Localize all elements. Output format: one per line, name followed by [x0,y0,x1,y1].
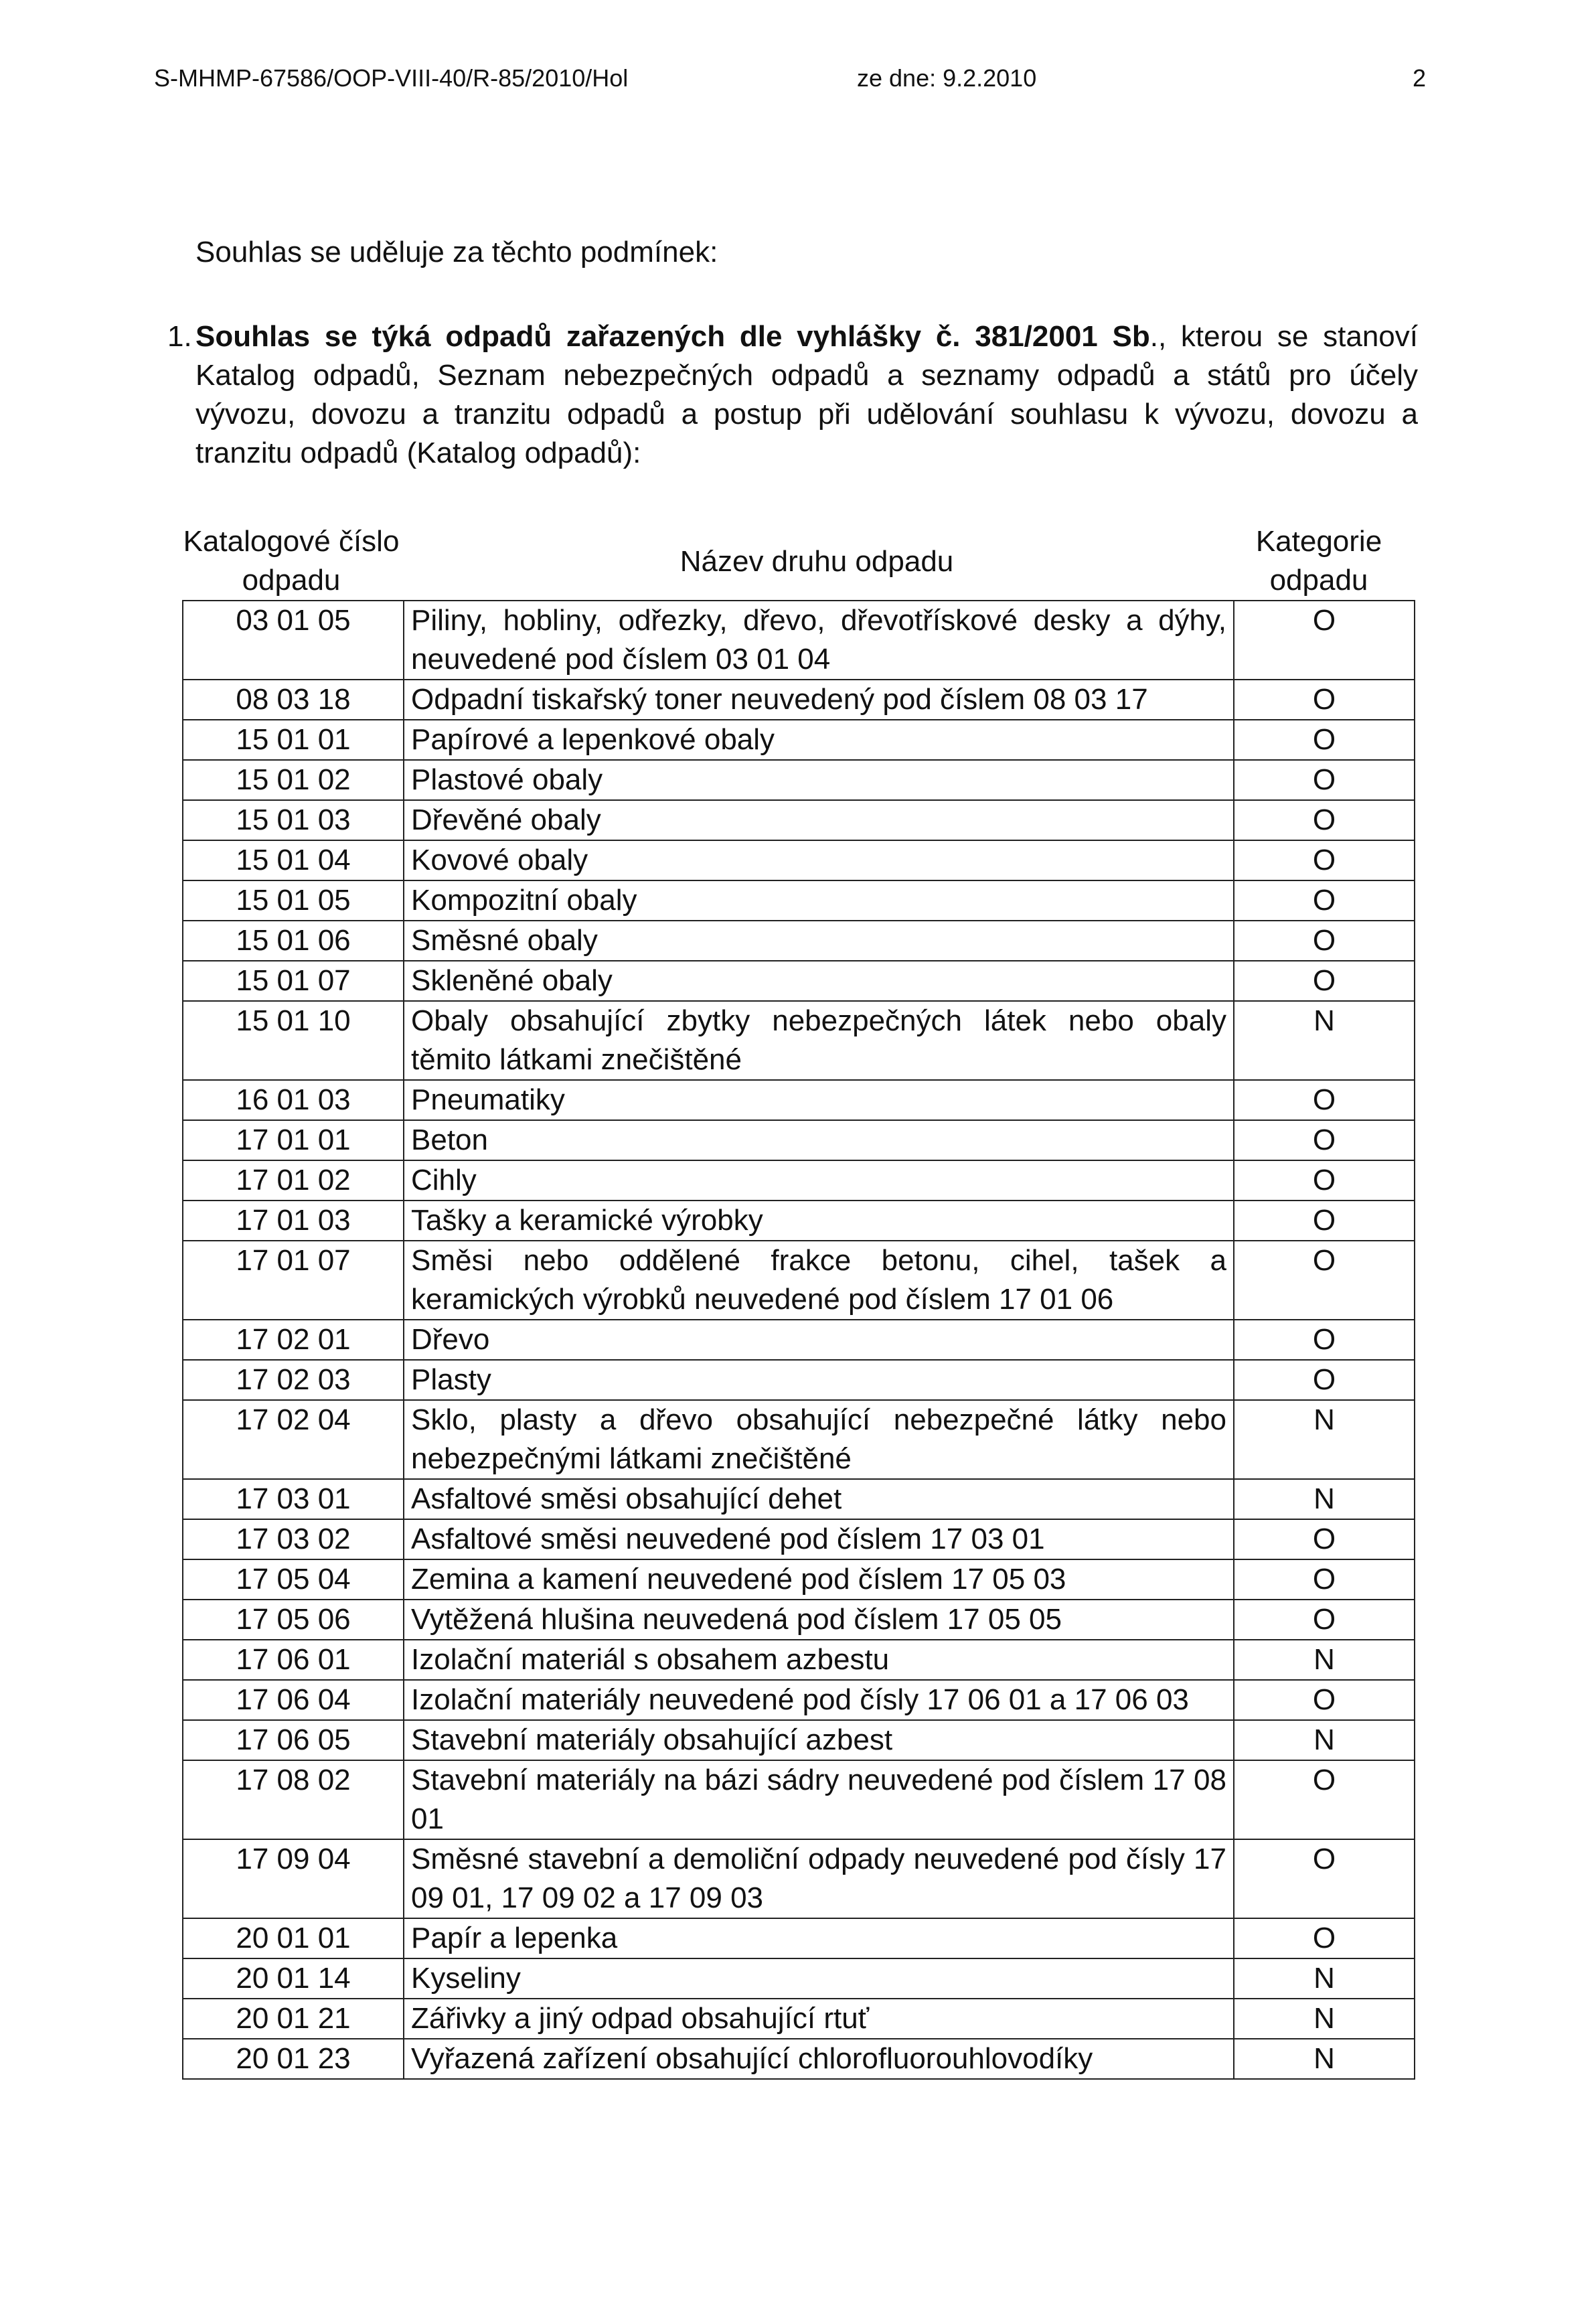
cell-category: O [1234,1600,1415,1640]
cell-name: Vytěžená hlušina neuvedená pod číslem 17 05 05 [404,1600,1234,1640]
cell-code: 17 06 04 [183,1680,404,1720]
cell-code: 15 01 06 [183,921,404,961]
table-row [183,1400,1415,1479]
cell-category: O [1234,961,1415,1001]
table-row [183,1559,1415,1600]
condition-number: 1. [167,320,192,353]
table-row [183,1640,1415,1680]
page-header [154,64,1426,104]
cell-name: Pneumatiky [404,1080,1234,1120]
page-number: 2 [1412,64,1426,92]
cell-name: Směsné obaly [404,921,1234,961]
table-row [183,760,1415,800]
cell-name: Kovové obaly [404,840,1234,880]
table-row [183,1160,1415,1201]
cell-name: Kyseliny [404,1958,1234,1999]
table-row [183,1999,1415,2039]
cell-code: 15 01 04 [183,840,404,880]
cell-category: O [1234,1241,1415,1320]
cell-name: Izolační materiály neuvedené pod čísly 17 06 01 a 17 06 03 [404,1680,1234,1720]
cell-name: Zářivky a jiný odpad obsahující rtuť [404,1999,1234,2039]
cell-name: Beton [404,1120,1234,1160]
cell-code: 17 08 02 [183,1760,404,1839]
table-row [183,1600,1415,1640]
table-row [183,1320,1415,1360]
column-header-code: Katalogové číslo odpadu [183,525,400,597]
table-row [183,1120,1415,1160]
table-row [183,720,1415,760]
table-row [183,1680,1415,1720]
table-row [183,1519,1415,1559]
table-row [183,1080,1415,1120]
cell-category: O [1234,760,1415,800]
table-row [183,1839,1415,1918]
cell-name: Obaly obsahující zbytky nebezpečných látek nebo obaly těmito látkami znečištěné [404,1001,1234,1080]
cell-category: O [1234,1160,1415,1201]
table-row [183,961,1415,1001]
cell-name: Stavební materiály na bázi sádry neuvedené pod číslem 17 08 01 [404,1760,1234,1839]
cell-name: Kompozitní obaly [404,880,1234,921]
cell-category: O [1234,1201,1415,1241]
cell-code: 15 01 05 [183,880,404,921]
cell-code: 17 02 04 [183,1400,404,1479]
cell-code: 17 06 05 [183,1720,404,1760]
cell-category: N [1234,1479,1415,1519]
cell-code: 17 01 03 [183,1201,404,1241]
cell-code: 20 01 23 [183,2039,404,2079]
cell-category: O [1234,1360,1415,1400]
cell-name: Zemina a kamení neuvedené pod číslem 17 05 03 [404,1559,1234,1600]
cell-category: N [1234,1001,1415,1080]
cell-code: 17 03 02 [183,1519,404,1559]
cell-code: 17 05 06 [183,1600,404,1640]
cell-code: 17 05 04 [183,1559,404,1600]
cell-code: 03 01 05 [183,601,404,680]
cell-code: 08 03 18 [183,680,404,720]
cell-code: 15 01 02 [183,760,404,800]
cell-name: Piliny, hobliny, odřezky, dřevo, dřevotřískové desky a dýhy, neuvedené pod číslem 03 01 04 [404,601,1234,680]
table-row [183,2039,1415,2079]
cell-name: Sklo, plasty a dřevo obsahující nebezpečné látky nebo nebezpečnými látkami znečištěné [404,1400,1234,1479]
cell-category: O [1234,1559,1415,1600]
condition-text [195,317,1418,473]
cell-name: Stavební materiály obsahující azbest [404,1720,1234,1760]
table-row [183,880,1415,921]
cell-category: O [1234,601,1415,680]
cell-name: Vyřazená zařízení obsahující chlorofluorouhlovodíky [404,2039,1234,2079]
cell-code: 15 01 01 [183,720,404,760]
table-row [183,601,1415,680]
cell-category: O [1234,1519,1415,1559]
cell-category: N [1234,1400,1415,1479]
waste-catalog-table [182,600,1415,2080]
cell-category: N [1234,1958,1415,1999]
table-row [183,1360,1415,1400]
cell-name: Směsi nebo oddělené frakce betonu, cihel, tašek a keramických výrobků neuvedené pod číslem 17 01 06 [404,1241,1234,1320]
cell-code: 17 01 02 [183,1160,404,1201]
condition-bold-text: Souhlas se týká odpadů zařazených dle vyhlášky č. 381/2001 Sb [195,320,1150,353]
cell-name: Asfaltové směsi neuvedené pod číslem 17 03 01 [404,1519,1234,1559]
cell-name: Cihly [404,1160,1234,1201]
table-row [183,921,1415,961]
cell-code: 15 01 03 [183,800,404,840]
column-header-name: Název druhu odpadu [680,545,954,578]
cell-category: O [1234,880,1415,921]
cell-name: Odpadní tiskařský toner neuvedený pod číslem 08 03 17 [404,680,1234,720]
cell-code: 17 06 01 [183,1640,404,1680]
cell-category: O [1234,720,1415,760]
document-date: ze dne: 9.2.2010 [857,64,1037,92]
cell-code: 17 09 04 [183,1839,404,1918]
cell-name: Plasty [404,1360,1234,1400]
cell-name: Směsné stavební a demoliční odpady neuvedené pod čísly 17 09 01, 17 09 02 a 17 09 03 [404,1839,1234,1918]
cell-category: O [1234,1839,1415,1918]
cell-code: 15 01 07 [183,961,404,1001]
cell-name: Plastové obaly [404,760,1234,800]
cell-category: O [1234,840,1415,880]
table-row [183,840,1415,880]
cell-name: Dřevo [404,1320,1234,1360]
cell-name: Skleněné obaly [404,961,1234,1001]
cell-name: Asfaltové směsi obsahující dehet [404,1479,1234,1519]
cell-name: Dřevěné obaly [404,800,1234,840]
cell-category: O [1234,1320,1415,1360]
cell-name: Papírové a lepenkové obaly [404,720,1234,760]
cell-category: O [1234,1080,1415,1120]
cell-code: 17 03 01 [183,1479,404,1519]
column-header-category: Kategorie odpadu [1255,525,1382,597]
cell-code: 20 01 14 [183,1958,404,1999]
cell-category: O [1234,1680,1415,1720]
document-reference: S-MHMP-67586/OOP-VIII-40/R-85/2010/Hol [154,64,629,92]
cell-code: 17 01 01 [183,1120,404,1160]
table-row [183,1479,1415,1519]
table-body [183,601,1415,2079]
cell-category: N [1234,1720,1415,1760]
cell-name: Izolační materiál s obsahem azbestu [404,1640,1234,1680]
cell-code: 15 01 10 [183,1001,404,1080]
cell-code: 20 01 01 [183,1918,404,1958]
table-row [183,1720,1415,1760]
cell-category: N [1234,2039,1415,2079]
cell-name: Papír a lepenka [404,1918,1234,1958]
table-row [183,1201,1415,1241]
cell-name: Tašky a keramické výrobky [404,1201,1234,1241]
condition-item [167,317,1418,473]
cell-category: O [1234,1918,1415,1958]
cell-code: 17 01 07 [183,1241,404,1320]
table-row [183,800,1415,840]
cell-category: N [1234,1999,1415,2039]
table-row [183,1958,1415,1999]
cell-category: O [1234,1120,1415,1160]
table-row [183,1760,1415,1839]
cell-code: 17 02 03 [183,1360,404,1400]
cell-category: O [1234,800,1415,840]
cell-category: O [1234,680,1415,720]
cell-code: 20 01 21 [183,1999,404,2039]
condition-rest-text: ., kterou se stanoví Katalog odpadů, Seznam nebezpečných odpadů a seznamy odpadů a států pro účely vývozu, dovozu a tranzitu odpadů a postup při udělování souhlasu k vývozu, dovozu a tranzitu odpadů (Katalog odpadů): [195,320,1418,469]
cell-category: O [1234,1760,1415,1839]
intro-text: Souhlas se uděluje za těchto podmínek: [195,236,718,268]
cell-code: 17 02 01 [183,1320,404,1360]
table-row [183,1918,1415,1958]
cell-category: O [1234,921,1415,961]
table-row [183,680,1415,720]
cell-code: 16 01 03 [183,1080,404,1120]
table-row [183,1241,1415,1320]
cell-category: N [1234,1640,1415,1680]
table-row [183,1001,1415,1080]
